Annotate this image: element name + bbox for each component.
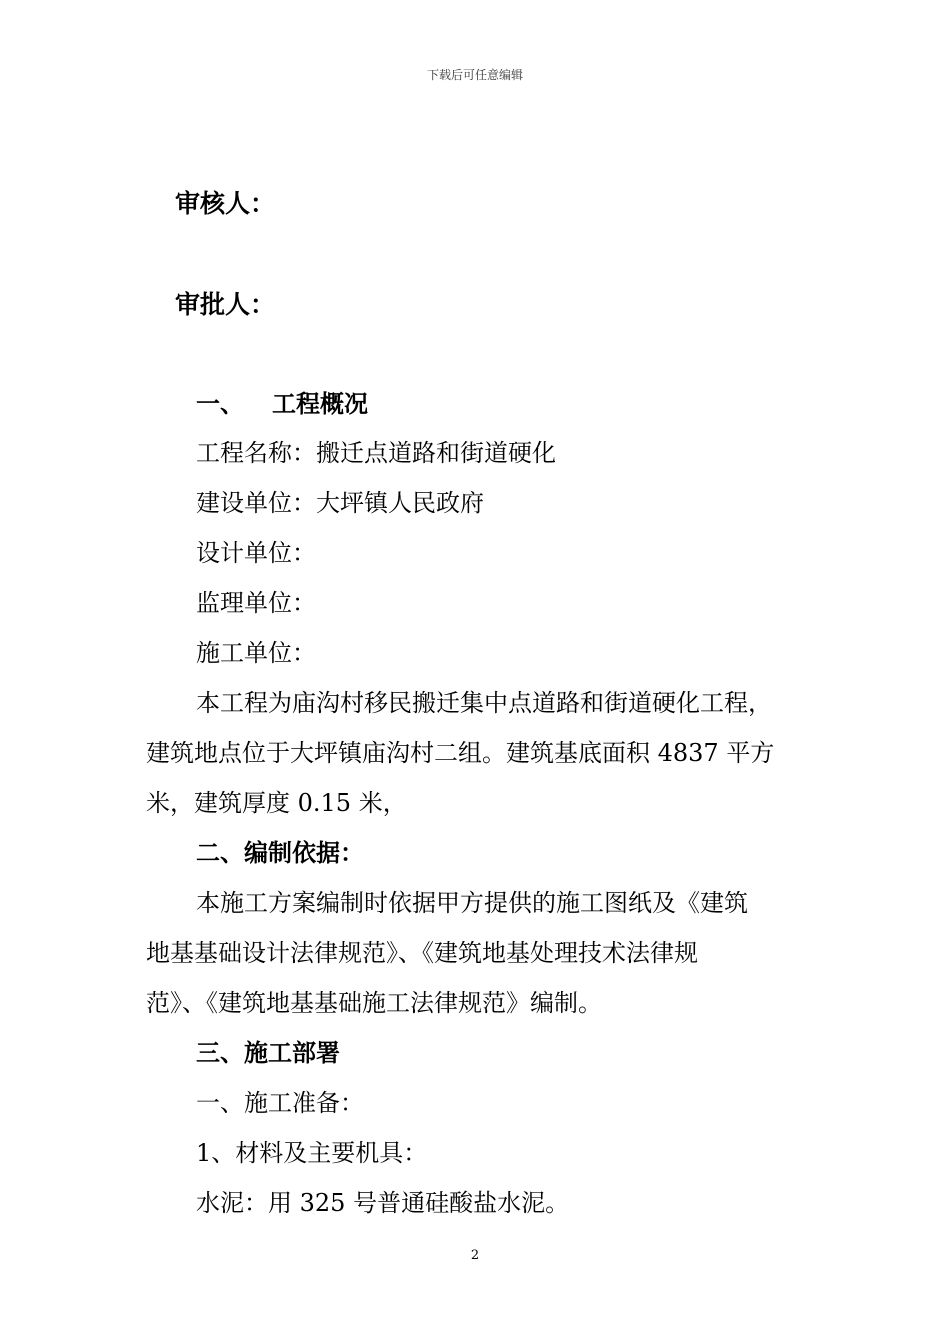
supervisor-line: 监理单位： (196, 589, 316, 617)
basis-line-1: 本施工方案编制时依据甲方提供的施工图纸及《建筑 (196, 889, 748, 917)
designer-line: 设计单位： (196, 539, 316, 567)
cement-line: 水泥：用 325 号普通硅酸盐水泥。 (196, 1189, 570, 1217)
preparation-subheading: 一、施工准备： (196, 1089, 364, 1117)
section1-title: 工程概况 (272, 390, 368, 418)
header-note: 下载后可任意编辑 (426, 68, 523, 82)
page-number: 2 (470, 1248, 480, 1263)
section1-heading (196, 384, 368, 419)
section1-number: 一、 (196, 390, 244, 418)
project-name-line: 工程名称：搬迁点道路和街道硬化 (196, 439, 556, 467)
reviewer-label: 审核人： (175, 189, 276, 218)
contractor-line: 施工单位： (196, 639, 316, 667)
materials-subheading: 1、材料及主要机具： (196, 1139, 428, 1167)
approver-label: 审批人： (175, 290, 276, 319)
description-line-1: 本工程为庙沟村移民搬迁集中点道路和街道硬化工程， (196, 689, 772, 717)
section3-heading: 三、施工部署 (196, 1039, 340, 1067)
description-line-2: 建筑地点位于大坪镇庙沟村二组。建筑基底面积 4837 平方 (146, 739, 775, 767)
description-line-3: 米，建筑厚度 0.15 米， (146, 789, 407, 817)
builder-line: 建设单位：大坪镇人民政府 (196, 489, 484, 517)
section2-heading: 二、编制依据： (196, 839, 364, 867)
basis-line-3: 范》、《建筑地基基础施工法律规范》编制。 (146, 989, 602, 1017)
basis-line-2: 地基基础设计法律规范》、《建筑地基处理技术法律规 (146, 939, 698, 967)
